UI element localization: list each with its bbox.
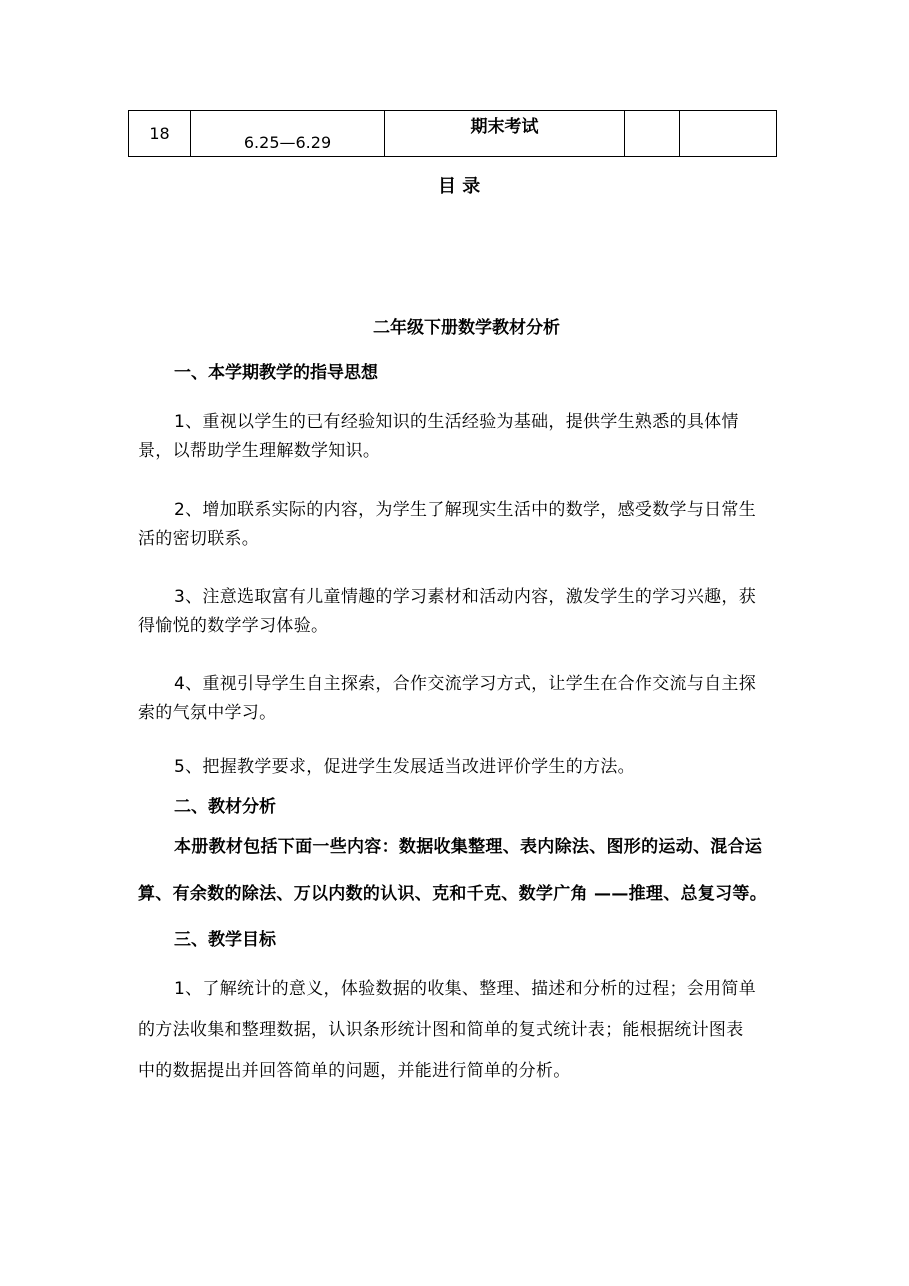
- item2-line2: 活的密切联系。: [138, 529, 260, 549]
- table-row: [129, 111, 777, 157]
- toc-title: 目 录: [438, 176, 481, 197]
- section3-line2: 的方法收集和整理数据，认识条形统计图和简单的复式统计表；能根据统计图表: [138, 1020, 744, 1040]
- content-cell: [385, 111, 625, 157]
- doc-title: 二年级下册数学教材分析: [373, 318, 560, 338]
- item1-line2: 景，以帮助学生理解数学知识。: [138, 441, 381, 461]
- item3-line1: 3、注意选取富有儿童情趣的学习素材和活动内容，激发学生的学习兴趣，获: [174, 587, 757, 607]
- section2-line2: 算、有余数的除法、万以内数的认识、克和千克、数学广角 ——推理、总复习等。: [138, 884, 768, 904]
- section3-line3: 中的数据提出并回答简单的问题，并能进行简单的分析。: [138, 1061, 571, 1081]
- section1-heading: 一、本学期教学的指导思想: [174, 363, 378, 383]
- item4-line1: 4、重视引导学生自主探索，合作交流学习方式，让学生在合作交流与自主探: [174, 674, 757, 694]
- item5-line1: 5、把握教学要求，促进学生发展适当改进评价学生的方法。: [174, 757, 635, 777]
- section2-heading: 二、教材分析: [174, 797, 276, 817]
- empty-cell: [680, 111, 777, 157]
- date-cell: [191, 111, 385, 157]
- schedule-table: [128, 110, 777, 157]
- date-range: 6.25—6.29: [243, 133, 332, 152]
- section2-line1: 本册教材包括下面一些内容：数据收集整理、表内除法、图形的运动、混合运: [174, 837, 763, 857]
- item4-line2: 索的气氛中学习。: [138, 703, 277, 723]
- item2-line1: 2、增加联系实际的内容，为学生了解现实生活中的数学，感受数学与日常生: [174, 500, 757, 520]
- section3-heading: 三、教学目标: [174, 930, 276, 950]
- content-text: 期末考试: [470, 117, 539, 137]
- empty-cell: [625, 111, 680, 157]
- week-cell: 18: [129, 111, 191, 157]
- item1-line1: 1、重视以学生的已有经验知识的生活经验为基础，提供学生熟悉的具体情: [174, 412, 739, 432]
- item3-line2: 得愉悦的数学学习体验。: [138, 616, 329, 636]
- section3-line1: 1、了解统计的意义，体验数据的收集、整理、描述和分析的过程；会用简单: [174, 979, 757, 999]
